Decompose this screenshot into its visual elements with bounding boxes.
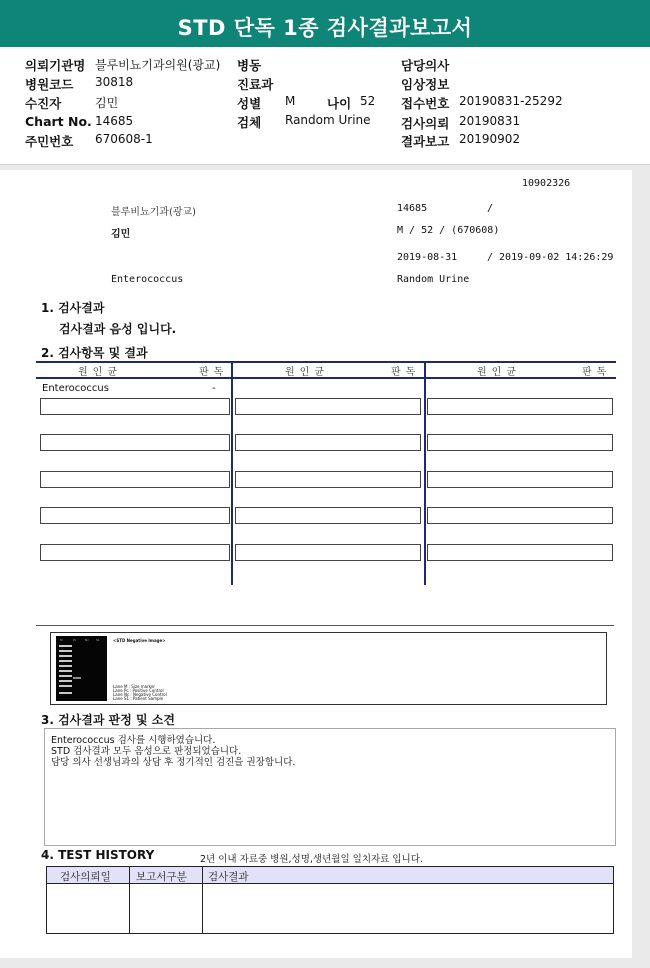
doc-clinic: 블루비뇨기과(광교) — [111, 207, 197, 218]
dept-label: 진료과 — [237, 77, 274, 92]
result-cell — [40, 434, 230, 451]
doc-sex-age: M / 52 / (670608) — [397, 225, 500, 236]
result-cell — [427, 398, 613, 415]
history-column-divider — [129, 867, 130, 933]
report-date-value: 20190902 — [459, 132, 521, 146]
result-cell — [235, 507, 421, 524]
image-legend-line: Lane M : Size marker — [113, 684, 156, 689]
history-col-result: 검사결과 — [208, 871, 249, 883]
col-header-result-2: 판독 — [391, 367, 421, 378]
doc-patient: 김민 — [111, 229, 131, 240]
gel-image: M Pc Nc S1 — [56, 636, 107, 701]
report-date-label: 결과보고 — [401, 134, 450, 149]
section3-title: 3. 검사결과 판정 및 소견 — [41, 713, 175, 727]
image-legend-line: Lane Nc : Negative Control — [113, 692, 167, 697]
receipt-label: 접수번호 — [401, 96, 450, 111]
doc-organism: Enterococcus — [111, 274, 184, 285]
image-caption: <STD Negative Image> — [113, 638, 166, 643]
divider-line — [36, 625, 614, 626]
result-cell — [40, 507, 230, 524]
history-header-row — [47, 867, 613, 884]
doc-number: 10902326 — [522, 178, 571, 189]
patient-value: 김민 — [95, 96, 119, 110]
request-value: 20190831 — [459, 114, 521, 128]
sex-value: M — [285, 94, 296, 108]
result-cell — [427, 544, 613, 561]
opinion-box — [44, 728, 616, 846]
column-divider — [231, 361, 233, 585]
col-header-result-1: 판독 — [199, 367, 229, 378]
hospital-code-label: 병원코드 — [25, 77, 74, 92]
section4-title: 4. TEST HISTORY — [41, 848, 155, 862]
age-label: 나이 — [327, 96, 352, 111]
ward-label: 병동 — [237, 58, 262, 73]
opinion-line: Enterococcus 검사를 시행하였습니다. — [51, 735, 216, 746]
image-legend-line: Lane S1 : Patient Sample — [113, 696, 164, 701]
clinical-label: 임상정보 — [401, 77, 450, 92]
column-divider — [424, 361, 426, 585]
doc-specimen: Random Urine — [397, 274, 470, 285]
result-cell — [427, 471, 613, 488]
result-cell — [235, 434, 421, 451]
result-organism: Enterococcus — [42, 383, 109, 394]
test-history-table — [46, 866, 614, 934]
col-header-organism-1: 원인균 — [78, 367, 122, 378]
chart-label: Chart No. — [25, 114, 92, 129]
resident-value: 670608-1 — [95, 132, 153, 146]
institution-value: 블루비뇨기과의원(광교) — [95, 58, 221, 72]
negative-image-panel — [50, 632, 607, 705]
specimen-label: 검체 — [237, 115, 262, 130]
institution-label: 의뢰기관명 — [25, 58, 86, 73]
result-cell — [235, 471, 421, 488]
col-header-result-3: 판독 — [582, 367, 612, 378]
result-cell — [40, 544, 230, 561]
report-page — [0, 170, 632, 958]
hospital-code-value: 30818 — [95, 75, 134, 89]
history-col-report-type: 보고서구분 — [136, 871, 187, 883]
image-legend-line: Lane Pc : Positive Control — [113, 688, 164, 693]
doc-date-reported: / 2019-09-02 14:26:29 — [487, 252, 614, 263]
history-col-request-date: 검사의뢰일 — [60, 871, 111, 883]
result-cell — [427, 507, 613, 524]
result-cell — [40, 398, 230, 415]
col-header-organism-2: 원인균 — [285, 367, 329, 378]
result-cell — [40, 471, 230, 488]
patient-label: 수진자 — [25, 96, 62, 111]
chart-value: 14685 — [95, 114, 134, 128]
report-header — [0, 47, 650, 165]
sex-label: 성별 — [237, 96, 262, 111]
section1-title: 1. 검사결과 — [41, 301, 105, 315]
section1-summary: 검사결과 음성 입니다. — [59, 322, 177, 336]
request-label: 검사의뢰 — [401, 116, 450, 131]
doc-slash: / — [487, 203, 494, 214]
section2-title: 2. 검사항목 및 결과 — [41, 346, 148, 360]
result-value: - — [212, 383, 216, 394]
report-title: STD 단독 1종 검사결과보고서 — [0, 0, 650, 47]
result-cell — [235, 398, 421, 415]
col-header-organism-3: 원인균 — [477, 367, 521, 378]
resident-label: 주민번호 — [25, 134, 74, 149]
doctor-label: 담당의사 — [401, 58, 450, 73]
result-table-header — [36, 361, 616, 379]
age-value: 52 — [360, 94, 376, 108]
opinion-line: 담당 의사 선생님과의 상담 후 정기적인 검진을 권장합니다. — [51, 757, 296, 768]
result-cell — [235, 544, 421, 561]
history-column-divider — [202, 867, 203, 933]
specimen-value: Random Urine — [285, 113, 371, 127]
result-cell — [427, 434, 613, 451]
doc-chart: 14685 — [397, 203, 428, 214]
history-note: 2년 이내 자료중 병원,성명,생년월일 일치자료 입니다. — [200, 854, 423, 865]
doc-date-received: 2019-08-31 — [397, 252, 458, 263]
receipt-value: 20190831-25292 — [459, 94, 563, 108]
opinion-line: STD 검사결과 모두 음성으로 판정되었습니다. — [51, 746, 242, 757]
